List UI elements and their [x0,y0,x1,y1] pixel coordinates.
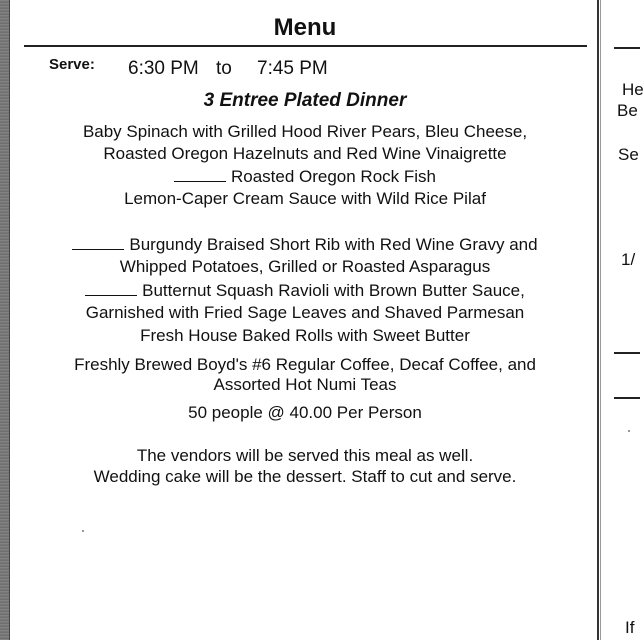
rib-line-2: Whipped Potatoes, Grilled or Roasted Asparagus [119,257,491,276]
scan-edge-left [0,0,9,640]
salad-line-1: Baby Spinach with Grilled Hood River Pears, Bleu Cheese, [82,122,528,141]
scan-speck [82,530,84,532]
right-fragment-5: If [625,618,635,637]
selection-blank[interactable] [85,281,137,296]
right-rule-3 [614,397,640,399]
right-fragment-2: Be [617,101,638,120]
pricing-line: 50 people @ 40.00 Per Person [188,403,422,422]
fish-line-2: Lemon-Caper Cream Sauce with Wild Rice Pilaf [124,189,486,208]
ravioli-line-1: Butternut Squash Ravioli with Brown Butter Sauce, [142,281,525,300]
vendors-note: The vendors will be served this meal as well. [136,446,474,465]
right-rule-1 [614,47,640,49]
right-fragment-3: Se [618,145,639,164]
serve-to: to [216,58,232,79]
fish-line-1: Roasted Oregon Rock Fish [230,167,437,186]
salad-line-2: Roasted Oregon Hazelnuts and Red Wine Vinaigrette [103,144,507,163]
dinner-heading: 3 Entree Plated Dinner [203,90,407,111]
right-rule-2 [614,352,640,354]
rib-line-1: Burgundy Braised Short Rib with Red Wine Gravy and [129,235,538,254]
fish-entree [30,166,580,188]
selection-blank[interactable] [72,235,124,250]
right-fragment-1: He [622,80,644,99]
coffee-line-2: Assorted Hot Numi Teas [213,375,397,394]
serve-start-time: 6:30 PM [128,58,199,79]
ravioli-line-2: Garnished with Fried Sage Leaves and Shaved Parmesan [85,303,525,322]
coffee-line-1: Freshly Brewed Boyd's #6 Regular Coffee, Decaf Coffee, and [74,355,536,374]
rib-entree [30,234,580,256]
right-fragment-4: 1/ [621,250,636,269]
cake-note: Wedding cake will be the dessert. Staff to cut and serve. [93,467,517,486]
column-divider-shadow [600,0,601,640]
column-divider [597,0,599,640]
serve-label: Serve: [49,56,95,73]
scan-edge-line [9,0,10,640]
selection-blank[interactable] [174,167,226,182]
serve-end-time: 7:45 PM [257,58,328,79]
title-underline [24,45,587,47]
menu-title: Menu [273,14,337,41]
scan-speck [628,430,630,432]
ravioli-entree [30,280,580,302]
rolls-line: Fresh House Baked Rolls with Sweet Butter [140,326,470,345]
